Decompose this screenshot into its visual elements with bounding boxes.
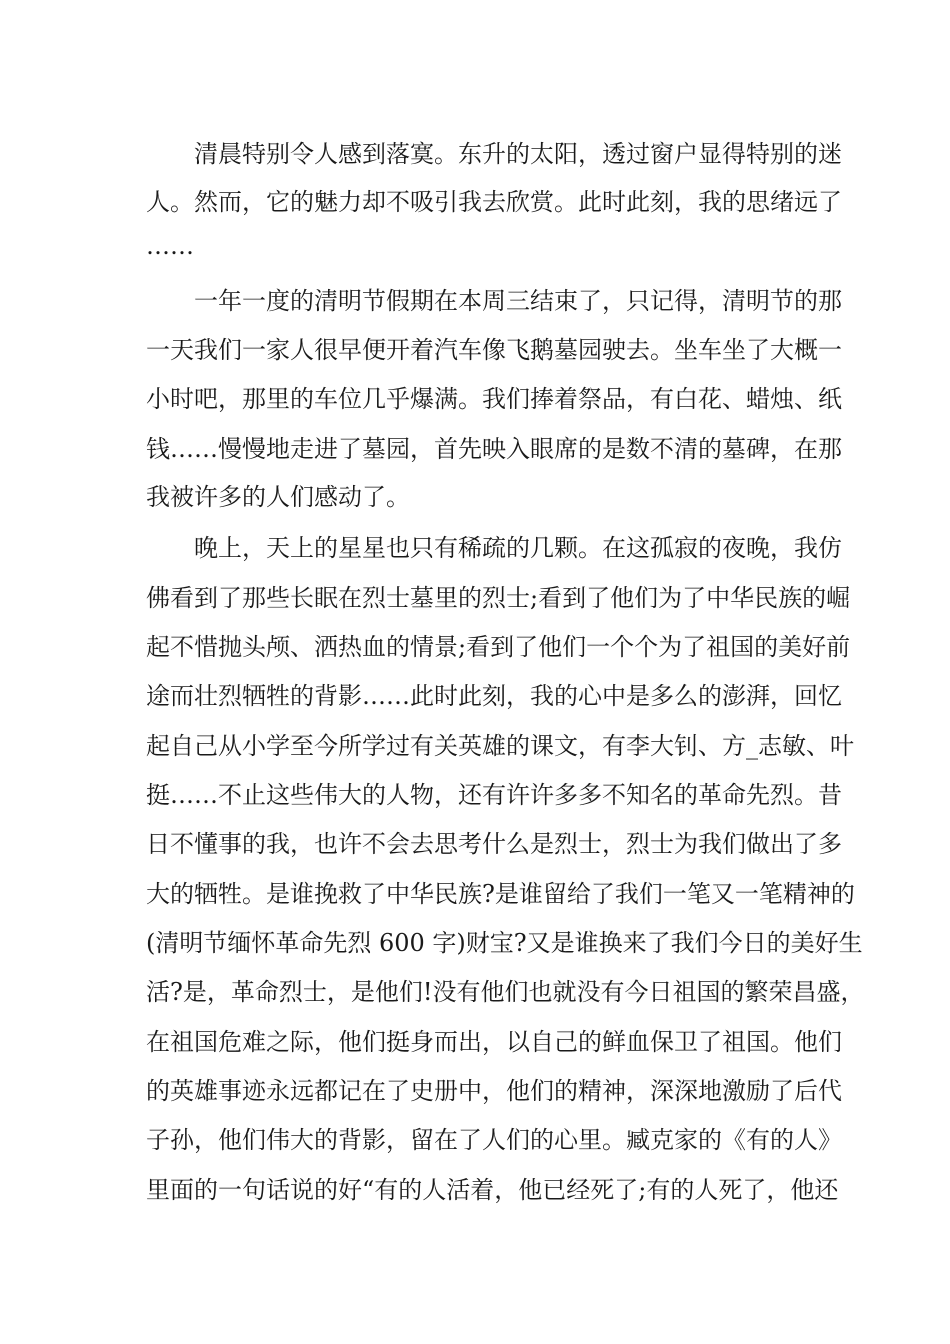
paragraph-1-line-2: 人。然而，它的魅力却不吸引我去欣赏。此时此刻，我的思绪远了	[146, 188, 842, 216]
paragraph-2-line-5: 我被许多的人们感动了。	[146, 483, 410, 511]
paragraph-3-line-3: 起不惜抛头颅、洒热血的情景;看到了他们一个个为了祖国的美好前	[146, 633, 851, 661]
paragraph-2-line-2: 一天我们一家人很早便开着汽车像飞鹅墓园驶去。坐车坐了大概一	[146, 336, 842, 364]
paragraph-3-line-1: 晚上，天上的星星也只有稀疏的几颗。在这孤寂的夜晚，我仿	[194, 534, 842, 562]
paragraph-3-line-10: 活?是，革命烈士，是他们!没有他们也就没有今日祖国的繁荣昌盛，	[146, 978, 865, 1006]
paragraph-3-line-2: 佛看到了那些长眠在烈士墓里的烈士;看到了他们为了中华民族的崛	[146, 584, 851, 612]
paragraph-3-line-11: 在祖国危难之际，他们挺身而出，以自己的鲜血保卫了祖国。他们	[146, 1028, 842, 1056]
paragraph-3-line-13: 子孙，他们伟大的背影，留在了人们的心里。臧克家的《有的人》	[146, 1126, 842, 1154]
paragraph-2-line-1: 一年一度的清明节假期在本周三结束了，只记得，清明节的那	[194, 287, 842, 315]
paragraph-3-line-7: 日不懂事的我，也许不会去思考什么是烈士，烈士为我们做出了多	[146, 830, 842, 858]
paragraph-1-line-1: 清晨特别令人感到落寞。东升的太阳，透过窗户显得特别的迷	[194, 140, 842, 168]
paragraph-3-line-6: 挺……不止这些伟大的人物，还有许许多多不知名的革命先烈。昔	[146, 781, 842, 809]
paragraph-3-line-14: 里面的一句话说的好“有的人活着，他已经死了;有的人死了，他还	[146, 1176, 839, 1204]
paragraph-3-line-8: 大的牺牲。是谁挽救了中华民族?是谁留给了我们一笔又一笔精神的	[146, 880, 855, 908]
paragraph-3-line-5: 起自己从小学至今所学过有关英雄的课文，有李大钊、方_志敏、叶	[146, 732, 854, 760]
paragraph-2-line-4: 钱……慢慢地走进了墓园，首先映入眼席的是数不清的墓碑，在那	[146, 435, 842, 463]
paragraph-3-line-4: 途而壮烈牺牲的背影……此时此刻，我的心中是多么的澎湃，回忆	[146, 682, 842, 710]
paragraph-3-line-9: (清明节缅怀革命先烈 600 字)财宝?又是谁换来了我们今日的美好生	[146, 929, 863, 957]
paragraph-3-line-12: 的英雄事迹永远都记在了史册中，他们的精神，深深地激励了后代	[146, 1077, 842, 1105]
paragraph-2-line-3: 小时吧，那里的车位几乎爆满。我们捧着祭品，有白花、蜡烛、纸	[146, 385, 842, 413]
paragraph-1-line-3: ……	[146, 232, 194, 260]
